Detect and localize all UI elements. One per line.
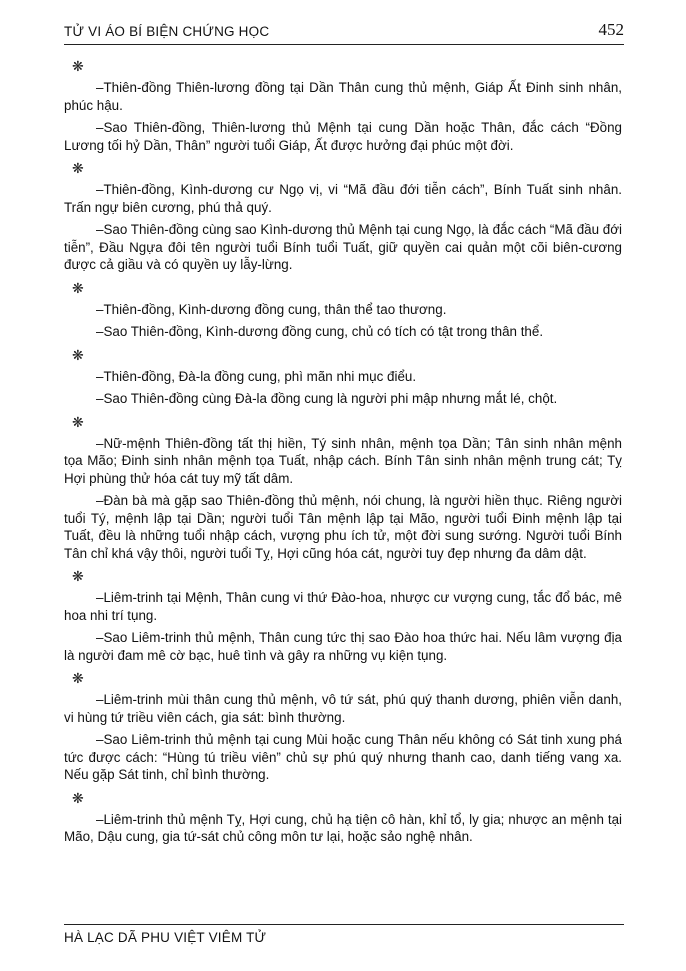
page-footer: HÀ LẠC DÃ PHU VIỆT VIÊM TỬ: [64, 924, 624, 945]
section-separator-icon: ❋: [72, 58, 84, 74]
section-separator-icon: ❋: [72, 160, 84, 176]
paragraph-verse: –Nữ-mệnh Thiên-đồng tất thị hiền, Tý sinh nhân, mệnh tọa Dần; Tân sinh nhân mệnh tọa Mão; Đinh sinh nhân mệnh tọa Tuất, nhập cách. Bính Tân sinh nhân mệnh trung cát; Tỵ Hợi phùng thử hóa cát tuy mỹ tất dâm.: [64, 435, 622, 486]
paragraph-explanation: –Đàn bà mà gặp sao Thiên-đồng thủ mệnh, nói chung, là người hiền thục. Riêng người tuổi Tý, mệnh lập tại Dần; người tuổi Tân mệnh lập tại Mão, người tuổi Đinh mệnh lập tại Tuất, đều là những tuổi nhập cách, vượng phu ích tử, một đời sung sướng. Người tuổi Bính Tân chỉ khá vậy thôi, người tuổi Tỵ, Hợi cũng hóa cát, người tuy đẹp nhưng đa dâm dật.: [64, 493, 622, 561]
section-8: [64, 790, 622, 846]
section-7: [64, 670, 622, 784]
section-4: [64, 347, 622, 408]
section-5: [64, 414, 622, 563]
paragraph-verse: –Thiên-đồng, Kình-dương đồng cung, thân thể tao thương.: [96, 301, 447, 317]
page-header: [64, 18, 624, 45]
paragraph-explanation: –Sao Thiên-đồng cùng sao Kình-dương thủ Mệnh tại cung Ngọ, là đắc cách “Mã đầu đới tiễn”, Đầu Ngựa đôi tên người tuổi Bính tuổi Tuất, giữ quyền cai quản một cõi biên-cương được cả giầu và có quyền uy lẫy-lừng.: [64, 222, 622, 272]
paragraph-explanation: –Sao Thiên-đồng, Thiên-lương thủ Mệnh tại cung Dần hoặc Thân, đắc cách “Đồng Lương tối hỷ Dần, Thân” người tuổi Giáp, Ất được hưởng đại phúc một đời.: [64, 120, 622, 153]
section-1: [64, 58, 622, 154]
paragraph-explanation: –Sao Thiên-đồng cùng Đà-la đồng cung là người phi mập nhưng mắt lé, chột.: [96, 391, 558, 406]
paragraph-verse: –Liêm-trinh tại Mệnh, Thân cung vi thứ Đào-hoa, nhược cư vượng cung, tắc đổ bác, mê hoa nhi trí tụng.: [64, 590, 622, 623]
paragraph-verse: –Thiên-đồng, Kình-dương cư Ngọ vị, vi “Mã đầu đới tiễn cách”, Bính Tuất sinh nhân. Trấn ngự biên cương, phú thả quý.: [64, 182, 622, 215]
section-separator-icon: ❋: [72, 568, 84, 584]
section-separator-icon: ❋: [72, 279, 84, 296]
paragraph-verse: –Liêm-trinh thủ mệnh Tỵ, Hợi cung, chủ hạ tiện cô hàn, khỉ tổ, ly gia; nhược an mệnh tại Mão, Dậu cung, gia tứ-sát chủ công môn tư lại, hoặc sảo nghệ nhân.: [64, 811, 622, 844]
section-separator-icon: ❋: [72, 413, 84, 430]
paragraph-verse: –Thiên-đồng Thiên-lương đồng tại Dần Thân cung thủ mệnh, Giáp Ất Đinh sinh nhân, phúc hậu.: [64, 80, 622, 113]
section-separator-icon: ❋: [72, 789, 84, 806]
paragraph-explanation: –Sao Liêm-trinh thủ mệnh tại cung Mùi hoặc cung Thân nếu không có Sát tinh xung phá tức được cách: “Hùng tú triều viên” chủ sự phú quý nhưng thanh cao, danh tiếng vang xa. Nếu gặp Sát tinh, chỉ bình thường.: [64, 732, 622, 782]
section-separator-icon: ❋: [72, 670, 84, 686]
paragraph-verse: –Liêm-trinh mùi thân cung thủ mệnh, vô tứ sát, phú quý thanh dương, phiên viễn danh, vi hùng tứ triều viên cách, gia sát: bình thường.: [64, 692, 622, 725]
header-title: TỬ VI ÁO BÍ BIỆN CHỨNG HỌC: [64, 24, 270, 39]
page-content: [64, 58, 622, 852]
section-separator-icon: ❋: [72, 346, 84, 363]
section-3: [64, 280, 622, 341]
paragraph-explanation: –Sao Liêm-trinh thủ mệnh, Thân cung tức thị sao Đào hoa thức hai. Nếu lâm vượng địa là người đam mê cờ bạc, huê tình và gây ra những vụ kiện tụng.: [64, 630, 622, 663]
page-number: 452: [598, 20, 624, 39]
section-6: [64, 568, 622, 664]
paragraph-explanation: –Sao Thiên-đồng, Kình-dương đồng cung, chủ có tích có tật trong thân thể.: [96, 324, 544, 339]
section-2: [64, 160, 622, 274]
paragraph-verse: –Thiên-đồng, Đà-la đồng cung, phì mãn nhi mục điểu.: [96, 368, 417, 384]
